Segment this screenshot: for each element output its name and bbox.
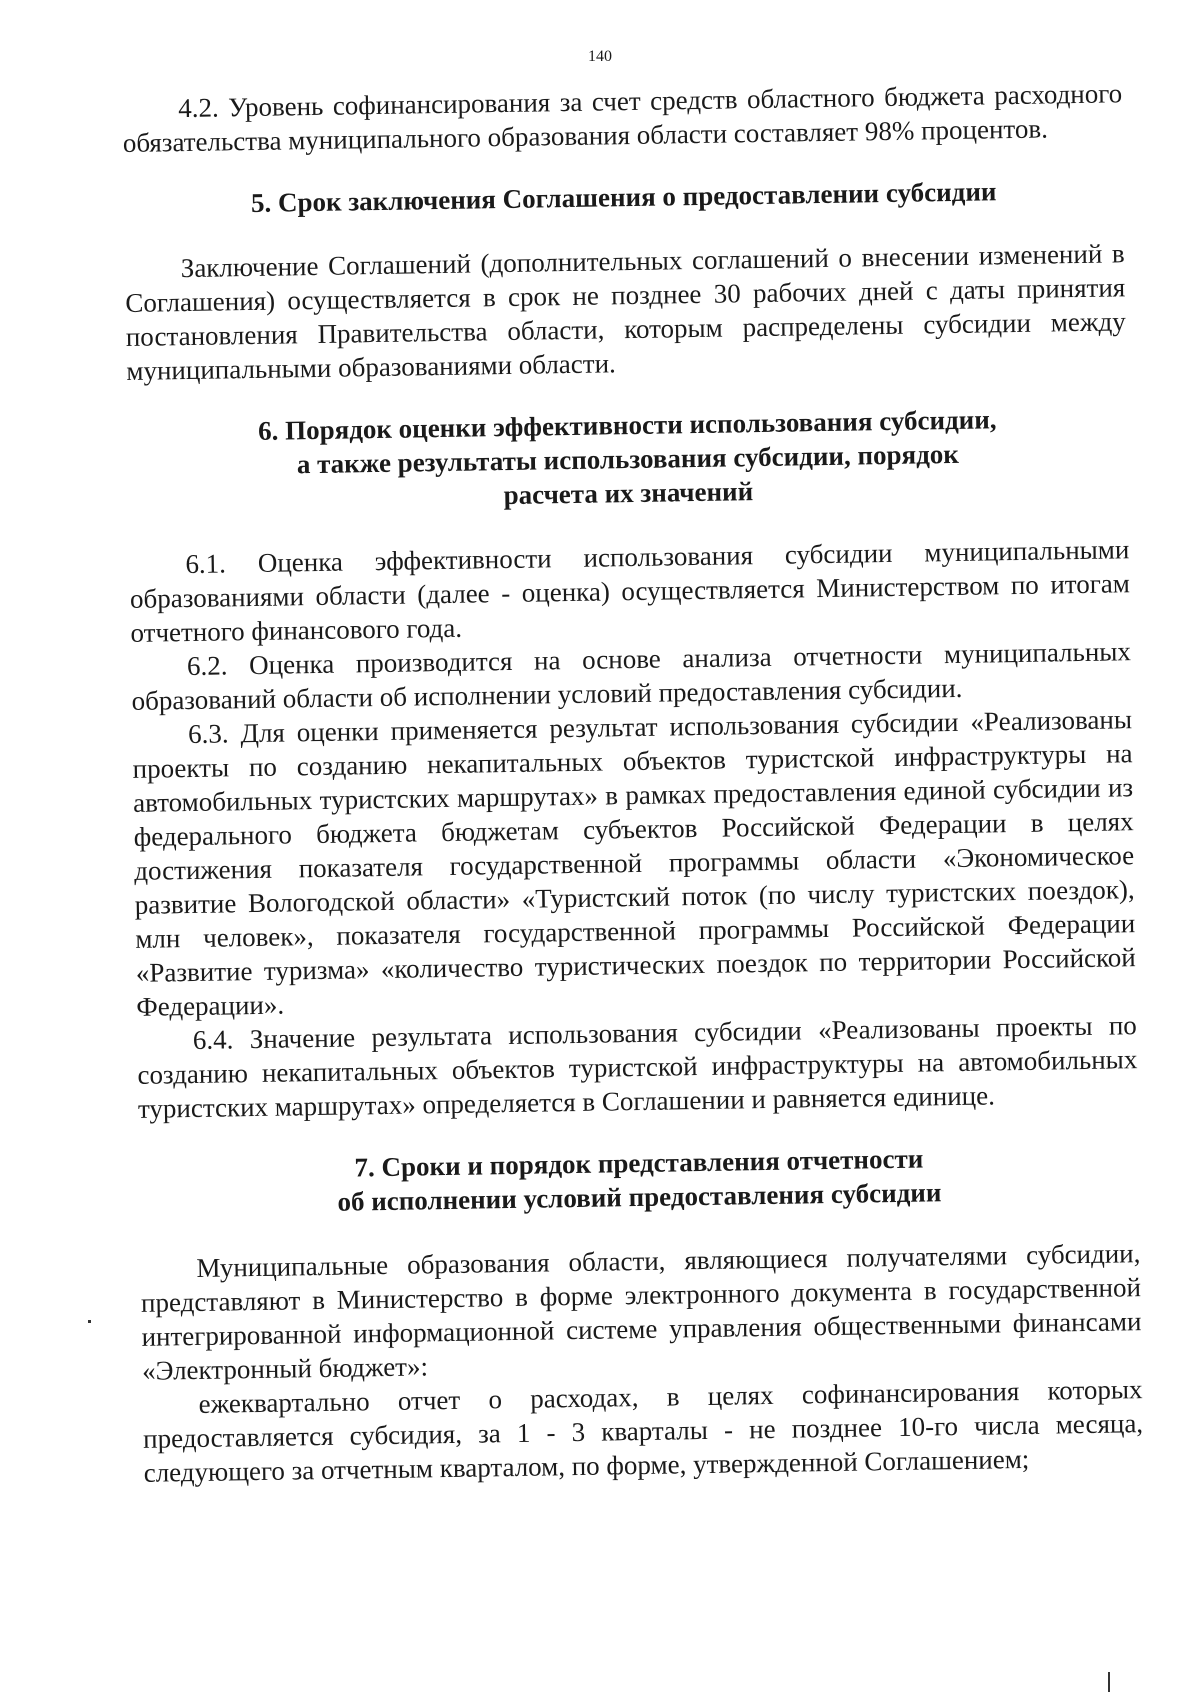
section-6-heading	[127, 400, 1128, 518]
section-6-title-line: 6. Порядок оценки эффективности использования субсидии,	[257, 404, 997, 446]
section-5-title: 5. Срок заключения Соглашения о предоставлении субсидии	[250, 176, 997, 218]
section-7-paragraph: Муниципальные образования области, являющиеся получателями субсидии, представляют в Министерство в форме электронного документа в государственной интегрированной информационной системе управления общественными финансами «Электронный бюджет»:	[140, 1238, 1142, 1386]
page-number: 140	[588, 48, 612, 65]
paragraph-6-4: 6.4. Значение результата использования субсидии «Реализованы проекты по созданию некапитальных объектов туристской инфраструктуры на автомобильных туристских маршрутах» определяется в Соглашении и равняется единице.	[137, 1010, 1138, 1124]
section-7-heading	[139, 1138, 1140, 1222]
section-5-heading	[124, 172, 1124, 222]
paragraph-6-2: 6.2. Оценка производится на основе анализа отчетности муниципальных образований области об исполнении условий предоставления субсидии.	[131, 636, 1132, 716]
paragraph-6-3: 6.3. Для оценки применяется результат использования субсидии «Реализованы проекты по созданию некапитальных объектов туристской инфраструктуры на автомобильных туристских маршрутах» в рамках предоставления единой субсидии из федерального бюджета бюджетам субъектов Российской Федерации в целях достижения показателя государственной программы области «Экономическое развитие Вологодской области» «Туристский поток (по числу туристских поездок), млн человек», показателя государственной программы Российской Федерации «Развитие туризма» «количество туристических поездок по территории Российской Федерации».	[132, 704, 1136, 1022]
section-7-title-line: 7. Сроки и порядок представления отчетности	[354, 1143, 924, 1183]
section-7-title-line: об исполнении условий предоставления субсидии	[337, 1177, 942, 1217]
paragraph-4-2: 4.2. Уровень софинансирования за счет средств областного бюджета расходного обязательства муниципального образования области составляет 98% процентов.	[122, 78, 1123, 158]
paragraph-6-1: 6.1. Оценка эффективности использования субсидии муниципальными образованиями области (далее - оценка) осуществляется Министерством по итогам отчетного финансового года.	[129, 534, 1131, 648]
section-7-paragraph: ежеквартально отчет о расходах, в целях софинансирования которых предоставляется субсидия, за 1 - 3 кварталы - не позднее 10-го числа месяца, следующего за отчетным кварталом, по форме, утвержденной Соглашением;	[142, 1374, 1144, 1488]
scan-mark	[1108, 1672, 1110, 1692]
section-6-title-line: а также результаты использования субсидии, порядок	[296, 438, 960, 480]
section-6-title-line: расчета их значений	[503, 476, 754, 511]
section-5-text: Заключение Соглашений (дополнительных соглашений о внесении изменений в Соглашения) осуществляется в срок не позднее 30 рабочих дней с даты принятия постановления Правительства области, которым распределены субсидии между муниципальными образованиями области.	[125, 238, 1126, 386]
scan-mark	[88, 1320, 91, 1323]
document-body	[122, 76, 1144, 1490]
